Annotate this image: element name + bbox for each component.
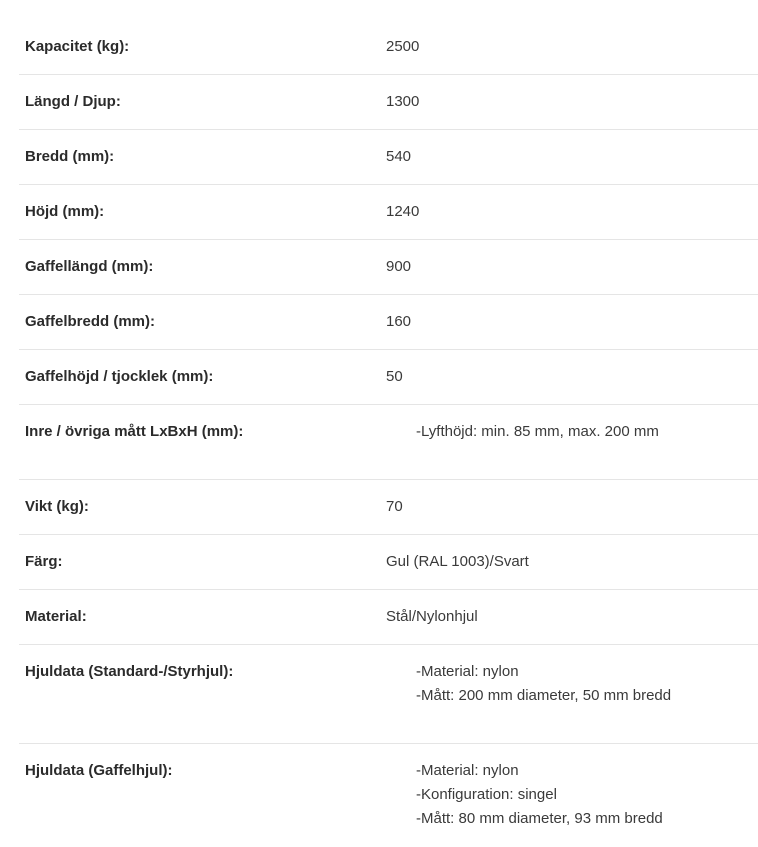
spec-value: 50 [386,368,403,385]
spec-row-gaffelhojd [19,350,758,405]
spec-value: Stål/Nylonhjul [386,608,478,625]
spec-row-hjuldata-standard [19,645,758,744]
spec-table [19,0,758,844]
spec-label: Hjuldata (Standard-/Styrhjul): [25,663,234,680]
spec-row-material [19,590,758,645]
spec-value: 900 [386,258,412,275]
spec-value-line: -Mått: 80 mm diameter, 93 mm bredd [416,810,663,827]
spec-value-line: -Material: nylon [416,762,519,779]
spec-row-gaffellangd [19,240,758,295]
spec-row-farg [19,535,758,590]
spec-row-hojd [19,185,758,240]
spec-label: Färg: [25,553,63,570]
spec-row-bredd [19,130,758,185]
spec-row-kapacitet [19,0,758,75]
spec-label: Gaffellängd (mm): [25,258,154,275]
spec-row-gaffelbredd [19,295,758,350]
spec-value: 540 [386,148,412,165]
spec-row-langd [19,75,758,130]
spec-value-line: -Mått: 200 mm diameter, 50 mm bredd [416,687,672,704]
spec-value: 1300 [386,93,420,110]
spec-row-vikt [19,480,758,535]
spec-label: Material: [25,608,87,625]
spec-value: 2500 [386,38,420,55]
spec-label: Bredd (mm): [25,148,115,165]
spec-value-line: -Konfiguration: singel [416,786,557,803]
spec-value: Gul (RAL 1003)/Svart [386,553,529,570]
spec-row-hjuldata-gaffel [19,744,758,844]
spec-value-line: -Material: nylon [416,663,519,680]
spec-label: Hjuldata (Gaffelhjul): [25,762,173,779]
spec-value-list [386,405,758,479]
spec-label: Gaffelbredd (mm): [25,313,156,330]
spec-value-line: -Lyfthöjd: min. 85 mm, max. 200 mm [416,423,659,440]
spec-value: 70 [386,498,403,515]
spec-value: 1240 [386,203,420,220]
spec-label: Inre / övriga mått LxBxH (mm): [25,423,244,440]
spec-label: Vikt (kg): [25,498,89,515]
spec-label: Gaffelhöjd / tjocklek (mm): [25,368,214,385]
spec-row-inre-matt [19,405,758,480]
spec-value-list [386,744,758,844]
spec-label: Längd / Djup: [25,93,121,110]
spec-value-list [386,645,758,743]
spec-value: 160 [386,313,412,330]
spec-label: Höjd (mm): [25,203,105,220]
spec-label: Kapacitet (kg): [25,38,130,55]
